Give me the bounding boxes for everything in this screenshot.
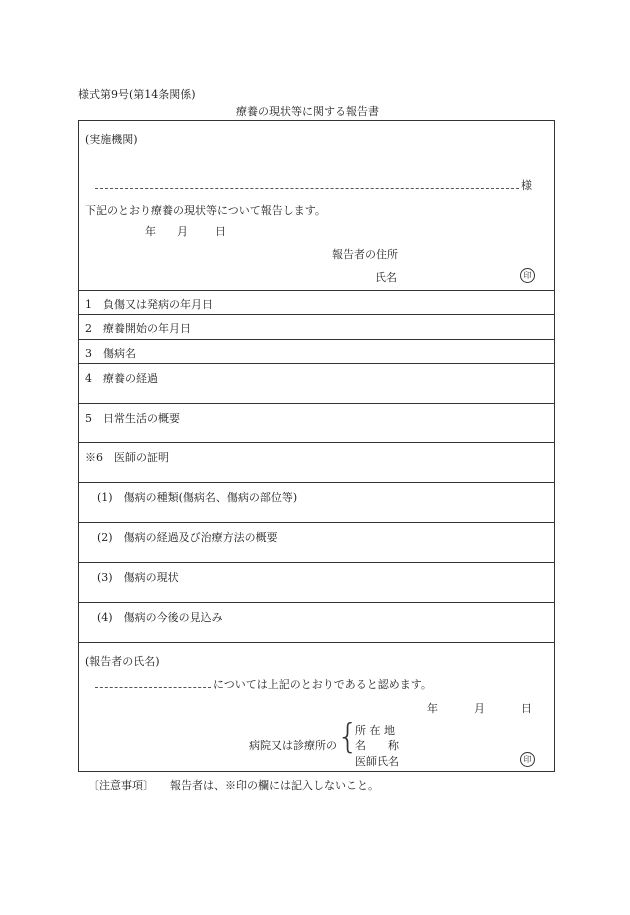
addressee-line[interactable] [95,188,519,189]
cert-date-year: 年 [427,702,438,715]
reporter-address-label: 報告者の住所 [332,248,398,261]
reporter-name-label: 氏名 [375,271,397,284]
doctor-name-label: 医師氏名 [355,755,399,768]
row-divider [79,314,554,315]
row-divider [79,339,554,340]
sub-current-condition: (3) 傷病の現状 [97,571,179,584]
row-divider [79,403,554,404]
item-treatment-start: 2 療養開始の年月日 [85,322,191,335]
row-divider [79,642,554,643]
row-divider [79,290,554,291]
item-disease-name: 3 傷病名 [85,347,136,360]
doctor-seal-mark: 印 [520,752,535,767]
item-daily-life: 5 日常生活の概要 [85,412,180,425]
location-label: 所 在 地 [355,724,395,737]
page-title: 療養の現状等に関する報告書 [236,105,379,118]
item-doctor-certificate: ※6 医師の証明 [85,451,169,464]
row-divider [79,602,554,603]
form-number: 様式第9号(第14条関係) [78,88,196,101]
certification-text: については上記のとおりであると認めます。 [213,678,432,691]
notes-text: 報告者は、※印の欄には記入しないこと。 [170,779,379,792]
row-divider [79,442,554,443]
notes-label: 〔注意事項〕 [88,779,154,792]
date-day: 日 [215,225,226,238]
cert-date-month: 月 [474,702,485,715]
facility-name-label: 名 称 [355,739,399,752]
row-divider [79,363,554,364]
cert-date-day: 日 [521,702,532,715]
row-divider [79,482,554,483]
sub-disease-type: (1) 傷病の種類(傷病名、傷病の部位等) [97,491,298,504]
report-form [78,120,555,772]
addressee-suffix: 様 [521,179,532,192]
sub-prognosis: (4) 傷病の今後の見込み [97,611,223,624]
row-divider [79,562,554,563]
seal-mark: 印 [520,268,535,283]
sub-disease-progress: (2) 傷病の経過及び治療方法の概要 [97,531,278,544]
brace-icon: { [337,717,359,757]
institution-label: (実施機関) [85,133,138,146]
item-treatment-progress: 4 療養の経過 [85,372,158,385]
item-injury-date: 1 負傷又は発病の年月日 [85,298,213,311]
date-year: 年 [145,225,156,238]
date-month: 月 [177,225,188,238]
reporter-name-line[interactable] [95,687,211,688]
hospital-label: 病院又は診療所の [249,739,337,752]
row-divider [79,522,554,523]
reporter-name-heading: (報告者の氏名) [85,655,160,668]
statement-text: 下記のとおり療養の現状等について報告します。 [85,204,326,217]
